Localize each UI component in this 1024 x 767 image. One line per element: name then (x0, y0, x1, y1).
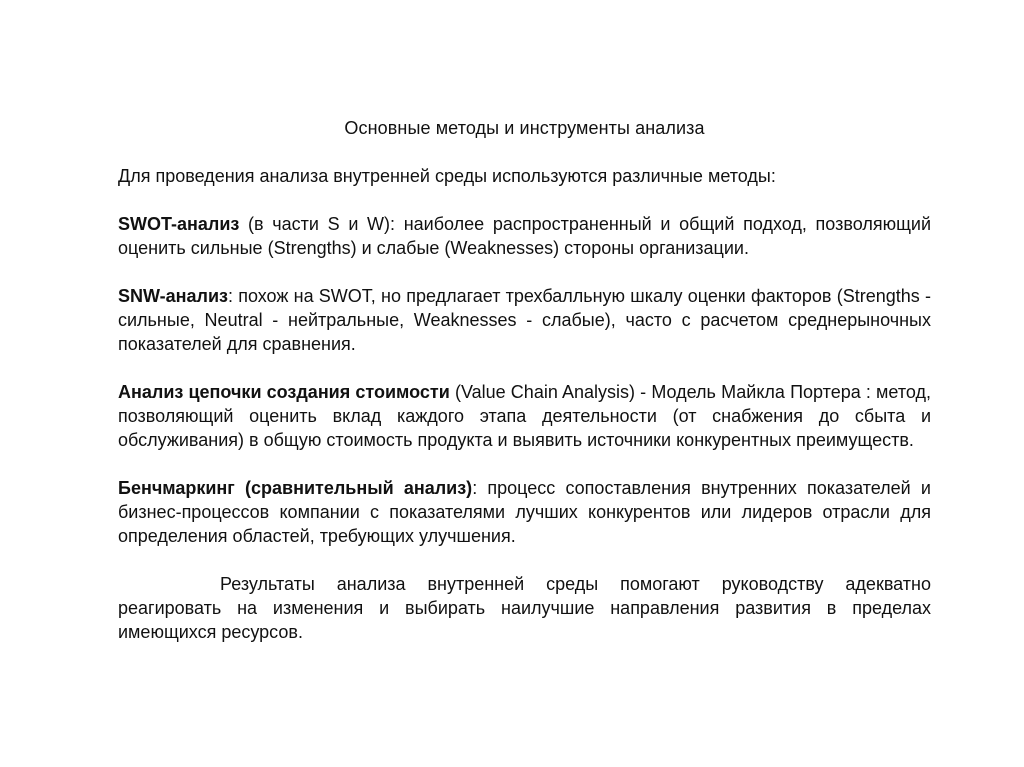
intro-paragraph: Для проведения анализа внутренней среды используются различные методы: (118, 166, 776, 186)
method-value-chain (118, 380, 931, 452)
method-description: (Value Chain Analysis) - Модель Майкла Портера : метод, позволяющий оценить вклад каждого этапа деятельности (от снабжения до сбыта и обслуживания) в общую стоимость продукта и выявить источники конкурентных преимуществ. (118, 382, 931, 450)
method-swot (118, 212, 931, 260)
method-benchmarking (118, 476, 931, 548)
method-description: : процесс сопоставления внутренних показателей и бизнес-процессов компании с показателями лучших конкурентов или лидеров отрасли для определения областей, требующих улучшения. (118, 478, 931, 546)
method-term: Бенчмаркинг (сравнительный анализ) (118, 478, 473, 498)
method-description: : похож на SWOT, но предлагает трехбалльную шкалу оценки факторов (Strengths - сильные, Neutral - нейтральные, Weaknesses - слабые), часто с расчетом среднерыночных показателей для сравнения. (118, 286, 931, 354)
page-title: Основные методы и инструменты анализа (344, 118, 705, 138)
document-page (118, 112, 931, 644)
method-description: (в части S и W): наиболее распространенный и общий подход, позволяющий оценить сильные (Strengths) и слабые (Weaknesses) стороны организации. (118, 214, 931, 258)
method-snw (118, 284, 931, 356)
method-term: SWOT-анализ (118, 214, 240, 234)
method-term: Анализ цепочки создания стоимости (118, 382, 450, 402)
method-term: SNW-анализ (118, 286, 228, 306)
conclusion-paragraph: Результаты анализа внутренней среды помогают руководству адекватно реагировать на изменения и выбирать наилучшие направления развития в пределах имеющихся ресурсов. (118, 574, 931, 642)
